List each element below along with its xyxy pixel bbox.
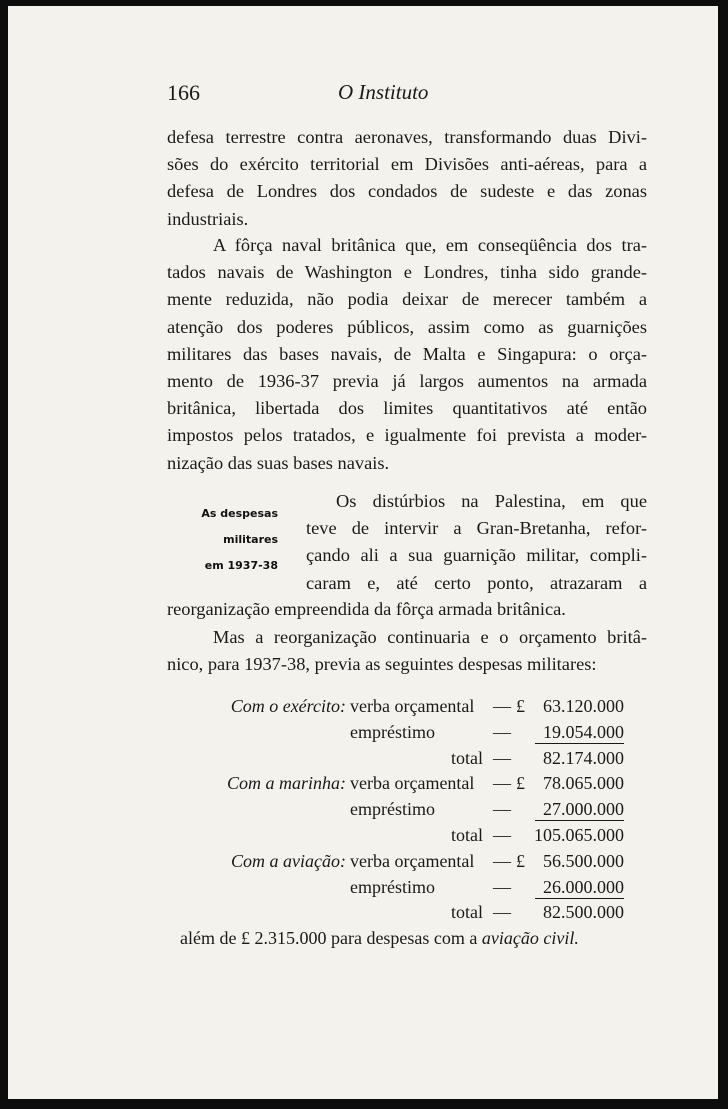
budget-category: Com o exército: — [230, 696, 346, 716]
text-line: industriais. — [167, 208, 249, 229]
budget-amount: 82.500.000 — [543, 902, 624, 923]
budget-amount: 56.500.000 — [543, 850, 624, 871]
budget-amount: 78.065.000 — [543, 773, 624, 794]
budget-row — [8, 696, 718, 722]
budget-amount: 105.065.000 — [534, 824, 624, 845]
budget-dash: — — [493, 876, 511, 897]
budget-dash: — — [493, 799, 511, 820]
budget-dash: — — [493, 773, 511, 794]
budget-item: empréstimo — [350, 799, 435, 820]
text-line: nização das suas bases navais. — [167, 452, 390, 473]
budget-row — [8, 799, 718, 825]
text-line: britânica, libertada dos limites quantitativos até então — [167, 398, 647, 419]
text-line: A fôrça naval britânica que, em conseqüência dos tra- — [213, 235, 647, 255]
closing-emphasis: aviação civil. — [481, 928, 579, 948]
budget-amount: 27.000.000 — [535, 799, 624, 821]
page-number: 166 — [167, 80, 200, 105]
budget-dash: — — [493, 850, 511, 871]
paragraph-3-last-line: reorganização empreendida da fôrça armada britânica. — [167, 599, 566, 619]
budget-category: Com a aviação: — [231, 850, 346, 871]
budget-total-label: total — [451, 902, 483, 923]
margin-note — [186, 501, 278, 579]
text-line: defesa de Londres dos condados de sudeste e das zonas — [167, 181, 647, 202]
margin-note-line: As despesas — [201, 507, 278, 520]
budget-table — [8, 696, 718, 928]
text-line: tados navais de Washington e Londres, tinha sido grande- — [167, 262, 647, 283]
text-line: mento de 1936-37 previa já largos aumentos na armada — [167, 371, 647, 392]
budget-dash: — — [493, 696, 511, 716]
budget-item: verba orçamental — [350, 696, 475, 716]
running-head: O Instituto — [338, 80, 429, 104]
budget-amount: 19.054.000 — [535, 722, 624, 744]
budget-row — [8, 851, 718, 877]
paragraph-4 — [167, 624, 647, 678]
margin-note-line: militares — [223, 533, 278, 546]
budget-dash: — — [493, 824, 511, 845]
closing-text: além de £ 2.315.000 para despesas com a — [180, 928, 482, 948]
text-line: Mas a reorganização continuaria e o orçamento britâ- — [213, 627, 647, 647]
paragraph-1 — [167, 124, 647, 233]
budget-item: verba orçamental — [350, 773, 475, 794]
budget-item: verba orçamental — [350, 850, 475, 871]
budget-amount: 82.174.000 — [543, 747, 624, 768]
text-line: militares das bases navais, de Malta e Singapura: o orça- — [167, 343, 647, 364]
pound-sign: £ — [516, 696, 525, 716]
text-line: caram e, até certo ponto, atrazaram a — [306, 572, 647, 593]
budget-row — [8, 722, 718, 748]
budget-item: empréstimo — [350, 876, 435, 897]
budget-dash: — — [493, 721, 511, 742]
text-line: atenção dos poderes públicos, assim como as guarnições — [167, 316, 647, 337]
page-header — [8, 80, 718, 106]
paragraph-3 — [306, 488, 647, 597]
text-line: impostos pelos tratados, e igualmente foi prevista a moder- — [167, 425, 647, 446]
budget-row — [8, 877, 718, 903]
budget-amount: 26.000.000 — [535, 877, 624, 899]
text-line: mente reduzida, não podia deixar de merecer também a — [167, 289, 647, 310]
budget-row — [8, 825, 718, 851]
text-line: nico, para 1937-38, previa as seguintes despesas militares: — [167, 654, 597, 675]
budget-dash: — — [493, 747, 511, 768]
budget-row — [8, 773, 718, 799]
budget-row — [8, 748, 718, 774]
budget-total-label: total — [451, 747, 483, 768]
budget-amount: 63.120.000 — [543, 696, 624, 716]
budget-row — [8, 902, 718, 928]
text-line: çando ali a sua guarnição militar, compli- — [306, 545, 647, 566]
budget-category: Com a marinha: — [226, 773, 346, 794]
text-line: sões do exército territorial em Divisões anti-aéreas, para a — [167, 154, 647, 175]
text-line: teve de intervir a Gran-Bretanha, refor- — [306, 518, 647, 539]
budget-dash: — — [493, 902, 511, 923]
margin-note-line: em 1937-38 — [204, 559, 278, 572]
budget-total-label: total — [451, 824, 483, 845]
paragraph-2 — [167, 232, 647, 477]
text-line: defesa terrestre contra aeronaves, transformando duas Divi- — [167, 127, 647, 147]
pound-sign: £ — [516, 773, 525, 794]
text-line: Os distúrbios na Palestina, em que — [336, 491, 647, 511]
closing-line — [180, 928, 579, 949]
budget-item: empréstimo — [350, 721, 435, 742]
book-page — [8, 6, 718, 1099]
pound-sign: £ — [516, 850, 525, 871]
